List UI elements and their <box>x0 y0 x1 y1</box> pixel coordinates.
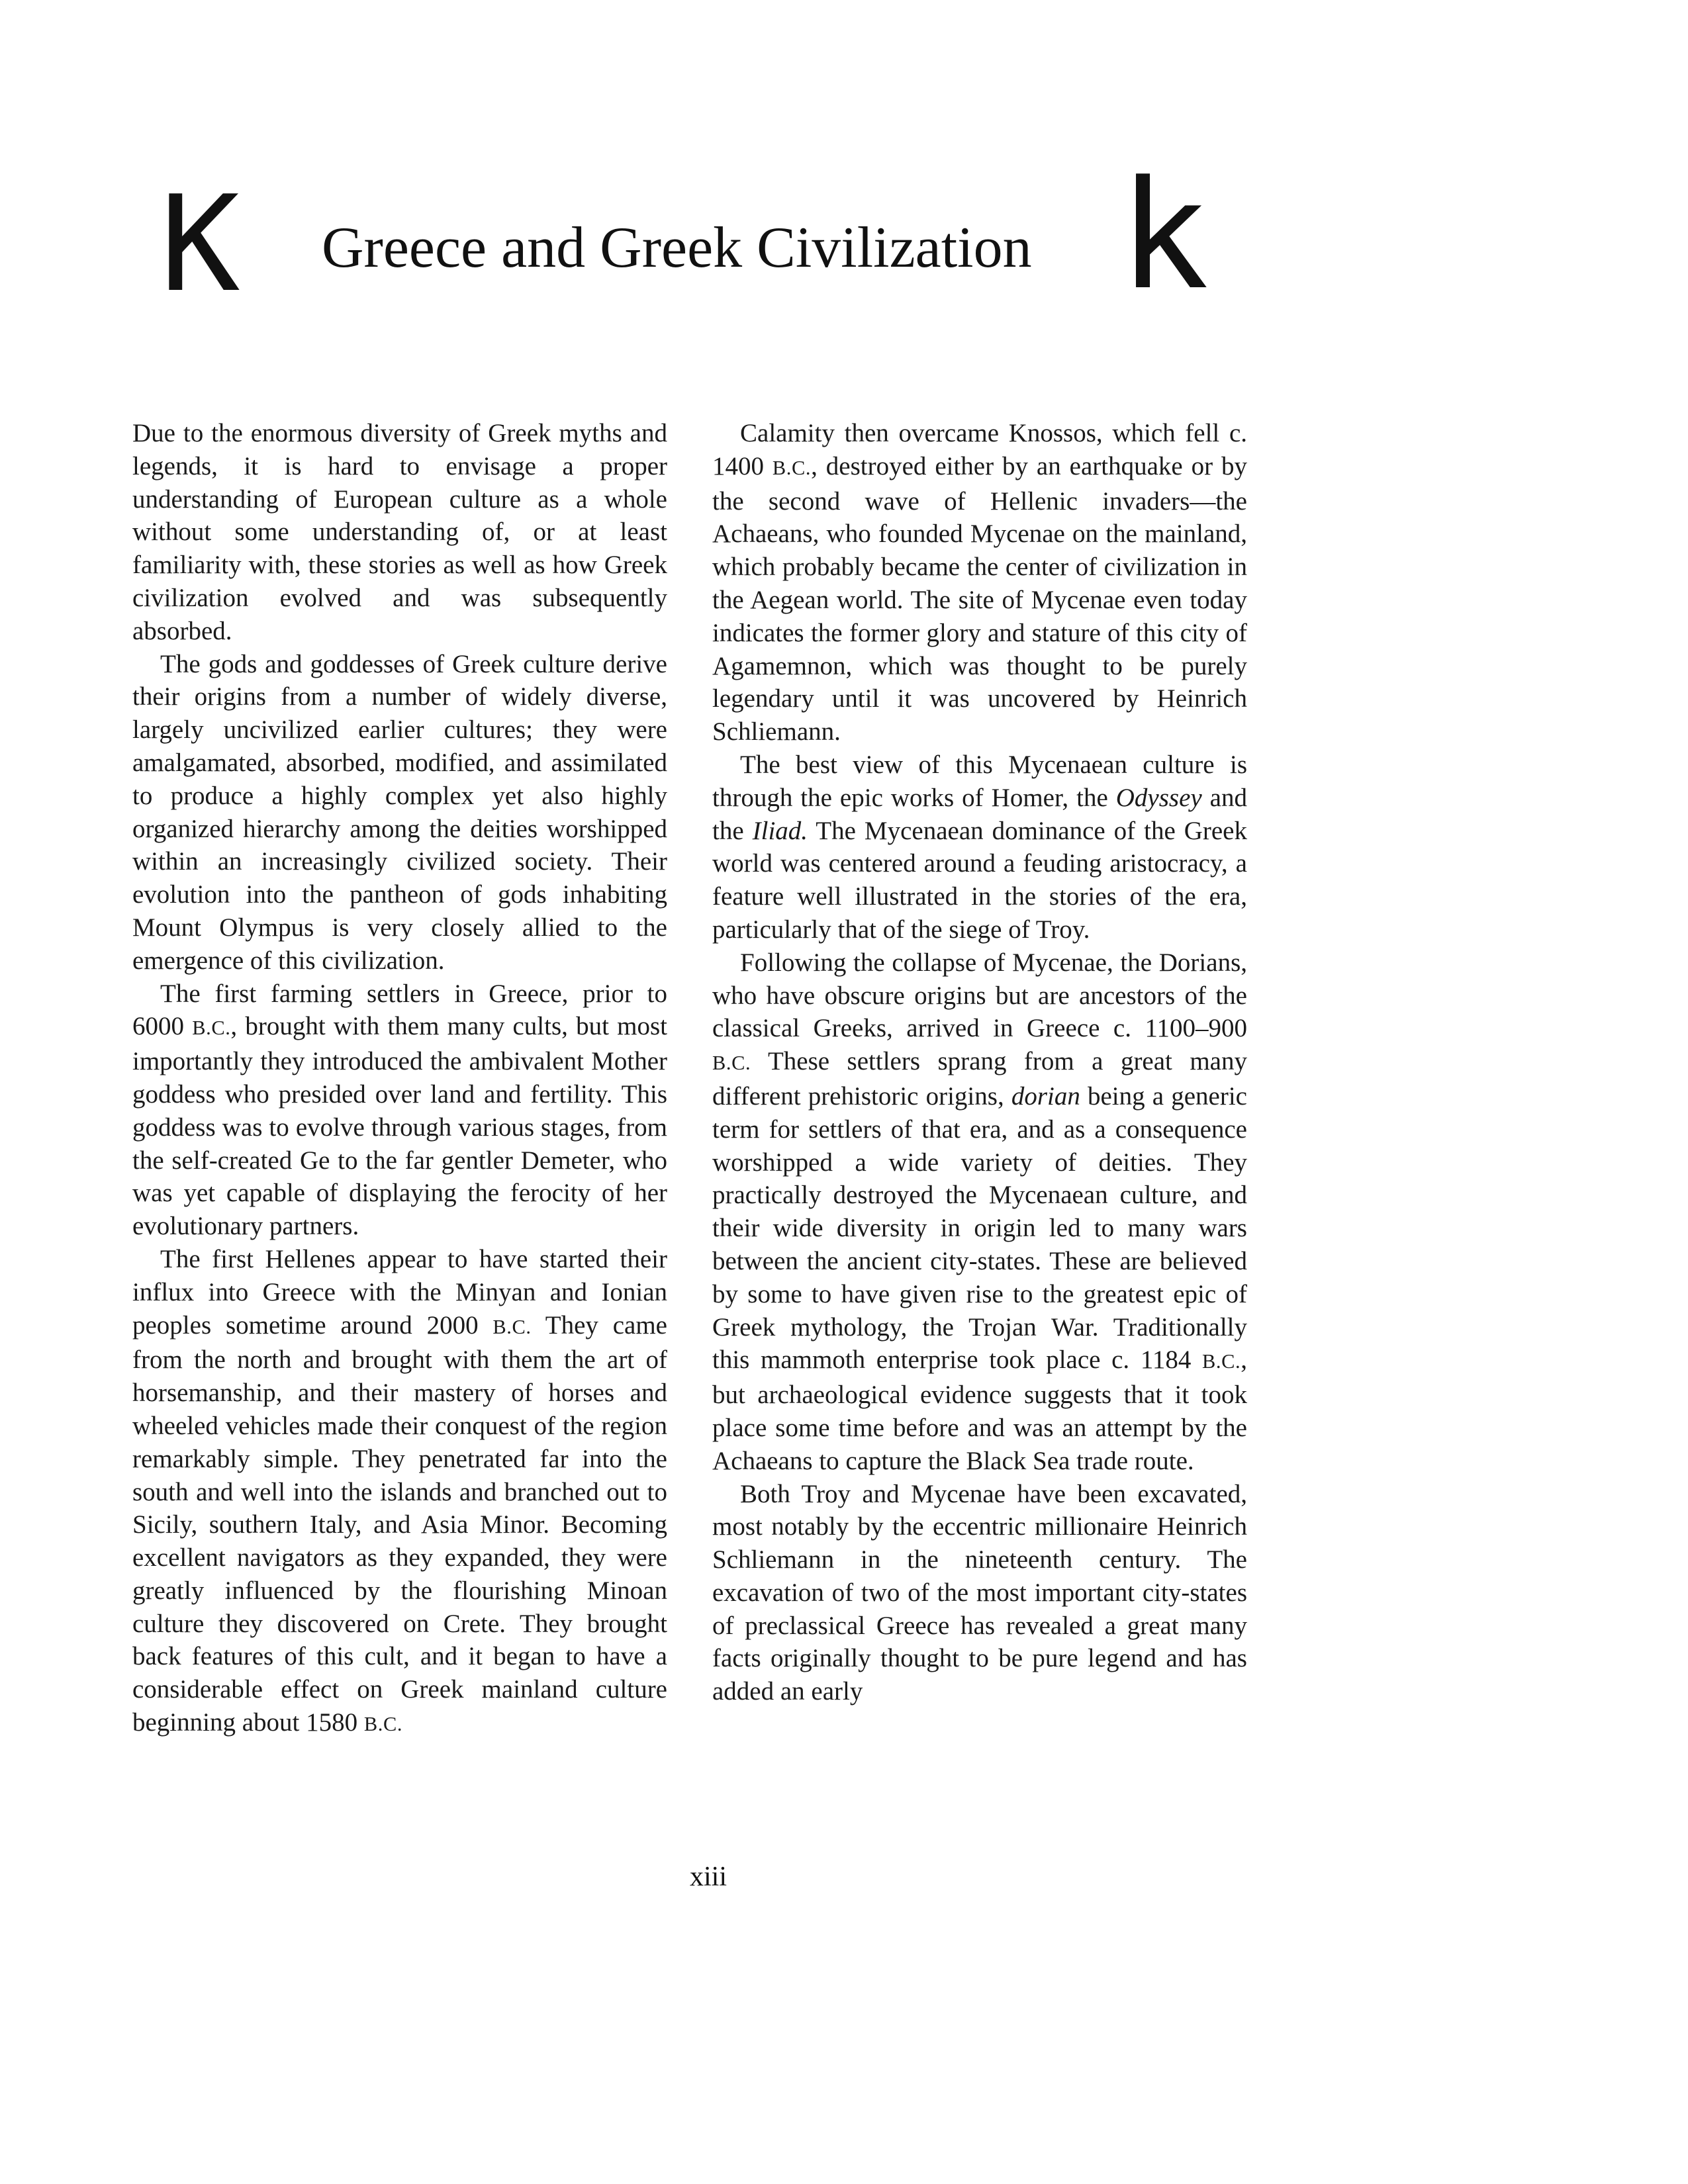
right-column <box>712 417 1247 1708</box>
paragraph: Both Troy and Mycenae have been excavated, most notably by the eccentric millionaire Heinrich Schliemann in the nineteenth century. The excavation of two of the most important city-states of preclassical Greece has revealed a great many facts originally thought to be pure legend and has added an early <box>712 1479 1247 1706</box>
text-run: , destroyed either by an earthquake or by the second wave of Hellenic invaders—the Achaeans, who founded Mycenae on the mainland, which probably became the center of civilization in the Aegean world. The site of Mycenae even today indicates the former glory and stature of this city of Agamemnon, which was thought to be purely legendary until it was uncovered by Heinrich Schliemann. <box>712 451 1248 747</box>
paragraph: The gods and goddesses of Greek culture derive their origins from a number of widely diverse, largely uncivilized earlier cultures; they were amalgamated, absorbed, modified, and assimilated to produce a highly complex yet also highly organized hierarchy among the deities worshipped within an increasingly civilized society. Their evolution into the pantheon of gods inhabiting Mount Olympus is very closely allied to the emergence of this civilization. <box>132 649 667 975</box>
paragraph <box>712 749 1247 946</box>
paragraph <box>132 978 667 1243</box>
era-abbreviation: B.C. <box>492 1315 532 1338</box>
paragraph <box>712 946 1247 1478</box>
paragraph <box>712 417 1247 749</box>
text-run: The best view of this Mycenaean culture is through the epic works of Homer, the <box>712 750 1247 812</box>
text-run: The first farming settlers in Greece, prior to 6000 <box>132 979 667 1041</box>
page-number: xiii <box>689 1862 727 1892</box>
text-run: , brought with them many cults, but most importantly they introduced the ambivalent Mother goddess who presided over land and fertility. This goddess was to evolve through various stages, from the self-created Ge to the far gentler Demeter, who was yet capable of displaying the ferocity of her evolutionary partners. <box>132 1012 667 1241</box>
chapter-title: Greece and Greek Civilization <box>322 216 1032 280</box>
work-title-odyssey: Odyssey <box>1115 783 1202 812</box>
text-run: and the <box>712 783 1247 845</box>
work-title-iliad: Iliad. <box>752 816 808 845</box>
era-abbreviation: B.C. <box>712 1052 751 1075</box>
era-abbreviation: B.C. <box>1202 1350 1241 1373</box>
text-run: Following the collapse of Mycenae, the Dorians, who have obscure origins but are ancestors of the classical Greeks, arrived in Greece c. 1100–900 <box>712 948 1247 1043</box>
ornament-letter-left: K <box>160 167 240 322</box>
chapter-header <box>0 149 1688 324</box>
text-run: Calamity then overcame Knossos, which fell c. 1400 <box>712 419 1247 480</box>
era-abbreviation: B.C. <box>192 1017 231 1040</box>
term-dorian: dorian <box>1011 1081 1080 1111</box>
paragraph: Due to the enormous diversity of Greek myths and legends, it is hard to envisage a proper understanding of European culture as a whole without some understanding of, or at least familiarity with, these stories as well as how Greek civilization evolved and was subsequently absorbed. <box>132 419 667 645</box>
text-run: being a generic term for settlers of that era, and as a consequence worshipped a wide variety of deities. They practically destroyed the Mycenaean culture, and their wide diversity in origin led to many wars between the ancient city-states. These are believed by some to have given rise to the greatest epic of Greek mythology, the Trojan War. Traditionally this mammoth enterprise took place c. 1184 <box>712 1081 1247 1375</box>
era-abbreviation: B.C. <box>363 1713 403 1736</box>
text-run: , but archaeological evidence suggests that it took place some time before and was an attempt by the Achaeans to capture the Black Sea trade route. <box>712 1345 1247 1475</box>
text-run: They came from the north and brought with them the art of horsemanship, and their mastery of horses and wheeled vehicles made their conquest of the region remarkably simple. They penetrated far into the south and well into the islands and branched out to Sicily, southern Italy, and Asia Minor. Becoming excellent navigators as they expanded, they were greatly influenced by the flourishing Minoan culture they discovered on Crete. They brought back features of this cult, and it began to have a considerable effect on Greek mainland culture beginning about 1580 <box>132 1310 667 1737</box>
paragraph <box>132 1243 667 1741</box>
text-run: The Mycenaean dominance of the Greek world was centered around a feuding aristocracy, a feature well illustrated in the stories of the era, particularly that of the siege of Troy. <box>712 816 1247 944</box>
left-column <box>132 417 667 1741</box>
era-abbreviation: B.C. <box>772 456 812 479</box>
text-run: These settlers sprang from a great many different prehistoric origins, <box>712 1047 1247 1111</box>
text-run: The first Hellenes appear to have started their influx into Greece with the Minyan and Ionian peoples sometime around 2000 <box>132 1244 667 1340</box>
ornament-letter-right: k <box>1119 149 1209 323</box>
